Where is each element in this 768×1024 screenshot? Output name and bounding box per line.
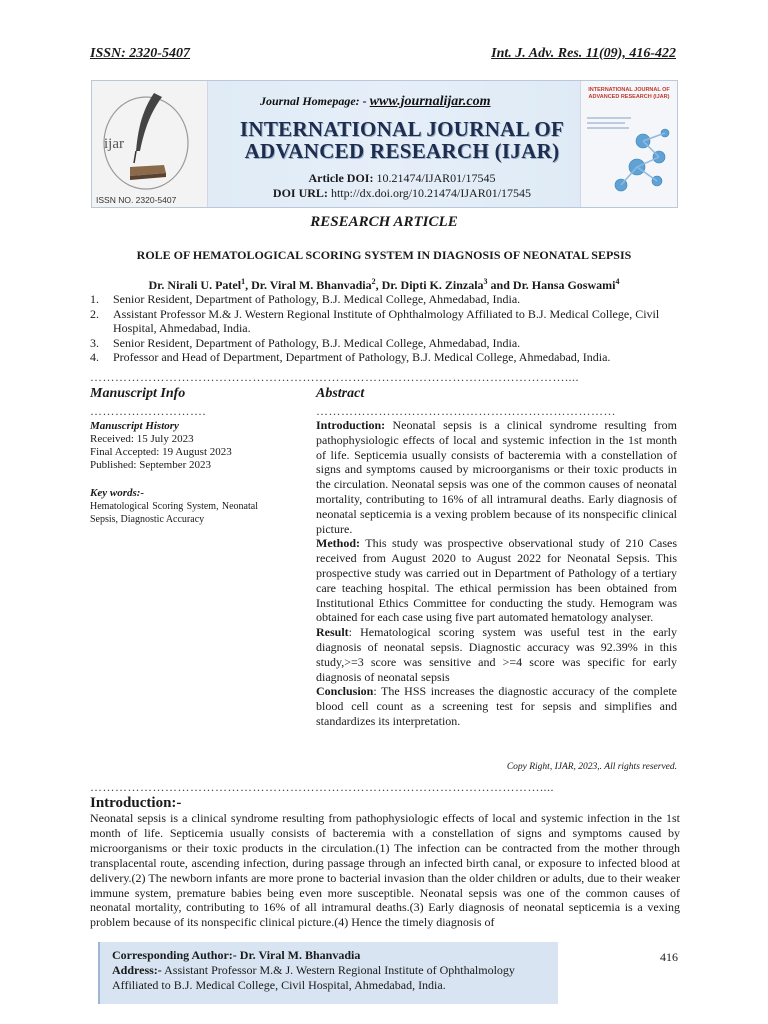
abstract-method: [316, 536, 677, 625]
abstract-result-label: Result: [316, 625, 349, 640]
abstract-method-text: This study was prospective observational study of 210 Cases received from August 2020 to August 2022 for Neonatal Sepsis. This prospective study was carried out in Department of Pathology of a tertiary care teaching hospital. The ethical permission has been obtained from Institutional Ethics Committee for conducting the study. Hemogram was obtained for each case using five part automated hematology analyser.: [316, 536, 677, 625]
quill-book-icon: [92, 81, 207, 207]
author-sup: 2: [371, 277, 376, 286]
author-name: Dr. Viral M. Bhanvadia: [251, 278, 372, 292]
copyright-notice: Copy Right, IJAR, 2023,. All rights reserved.: [506, 762, 677, 772]
journal-logo: [92, 81, 208, 207]
issn-header: ISSN: 2320-5407: [90, 46, 190, 61]
address-label: Address:-: [112, 963, 162, 977]
corresponding-author-box: [98, 942, 558, 1004]
corresponding-author-heading: Corresponding Author:- Dr. Viral M. Bhanvadia: [112, 948, 361, 962]
introduction-text: Neonatal sepsis is a clinical syndrome resulting from pathophysiologic effects of local and systemic infection in the 1st month of life. Septicemia usually consists of bacteremia with a constellation of signs and symptoms caused by microorganisms or their toxic products in the circulation.(1) The infection can be contracted from the mother through transplacental route, ascending infection, during passage through an infected birth canal, or exposure to infected blood at delivery.(2) The newborn infants are more prone to bacterial invasion than the older children or adults, due to their weaker immune system, premature babies being even more susceptible. Neonatal sepsis was one of the common causes of neonatal mortality, contributing to 16% of all intramural deaths.(3) Early diagnosis of neonatal septicemia is a vexing problem because of its nonspecific clinical picture.(4) Hence the timely diagnosis of: [90, 811, 680, 930]
affiliation-text: Senior Resident, Department of Pathology, B.J. Medical College, Ahmedabad, India.: [113, 335, 521, 350]
logo-issn: ISSN NO. 2320-5407: [96, 195, 177, 205]
molecule-icon: [581, 81, 677, 207]
abstract-heading: Abstract: [316, 386, 365, 401]
affiliation-item: [90, 292, 680, 307]
journal-title-line2: ADVANCED RESEARCH (IJAR): [244, 139, 560, 163]
author-sup: 4: [615, 277, 620, 286]
author-separator: and: [487, 278, 513, 292]
author-sup: 1: [241, 277, 246, 286]
manuscript-info-heading: Manuscript Info: [90, 386, 186, 401]
address-text: Assistant Professor M.& J. Western Regional Institute of Ophthalmology Affiliated to B.J. Medical College, Civil Hospital, Ahmedabad, India.: [112, 963, 515, 992]
abstract-method-label: Method:: [316, 536, 360, 551]
manuscript-history-heading: Manuscript History: [90, 420, 179, 432]
affiliation-number: 4.: [90, 350, 99, 364]
author-sup: 3: [483, 277, 488, 286]
author-name: Dr. Nirali U. Patel: [148, 278, 242, 292]
affiliation-text: Assistant Professor M.& J. Western Regional Institute of Ophthalmology Affiliated to B.J. Medical College, Civil Hospital, Ahmedabad, India.: [113, 306, 660, 335]
affiliation-item: [90, 307, 680, 336]
keywords-heading: Key words:-: [90, 487, 145, 499]
abstract-introduction: [316, 418, 677, 536]
author-name: Dr. Dipti K. Zinzala: [381, 278, 484, 292]
abstract-intro-text: Neonatal sepsis is a clinical syndrome resulting from pathophysiologic effects of local and systemic infection in the 1st month of life. Septicemia usually consists of bacteremia with a constellation of signs and symptoms caused by microorganisms or their toxic products in the circulation. Neonatal sepsis was one of the common causes of neonatal mortality, contributing to 16% of all intramural deaths. Early diagnosis of neonatal septicemia is a vexing problem because of its nonspecific clinical picture.: [316, 418, 677, 536]
journal-homepage: [260, 94, 491, 110]
introduction-heading: Introduction:-: [90, 795, 182, 811]
keywords-block: [90, 487, 258, 526]
citation-header: Int. J. Adv. Res. 11(09), 416-422: [491, 46, 676, 61]
abstract-intro-label: Introduction:: [316, 418, 386, 432]
author-separator: ,: [375, 278, 382, 292]
affiliation-number: 2.: [90, 306, 99, 321]
doi-url-label: DOI URL:: [272, 186, 328, 200]
abstract-body: [316, 418, 677, 729]
affiliation-text: Senior Resident, Department of Pathology, B.J. Medical College, Ahmedabad, India.: [113, 292, 521, 306]
doi-value: 10.21474/IJAR01/17545: [376, 171, 496, 185]
doi-url-link[interactable]: http://dx.doi.org/10.21474/IJAR01/17545: [330, 186, 532, 200]
keywords-text: Hematological Scoring System, Neonatal Sepsis, Diagnostic Accuracy: [90, 501, 258, 525]
abstract-divider: ………………………………………………………………: [316, 404, 616, 418]
manuscript-divider: ……………………….: [90, 404, 206, 418]
abstract-conclusion-text: : The HSS increases the diagnostic accuracy of the complete blood cell count as a screening test for sepsis and simplifies and standardizes its interpretation.: [316, 684, 677, 728]
homepage-label: Journal Homepage: -: [260, 94, 370, 108]
author-list: [0, 277, 768, 293]
abstract-conclusion-label: Conclusion: [316, 684, 374, 699]
section-divider: ……………………………………………………………………………………………………....: [90, 370, 579, 384]
affiliation-list: [90, 292, 680, 365]
section-divider-bottom: ………………………………………………………………………………………………....: [90, 780, 554, 794]
affiliation-number: 1.: [90, 292, 99, 306]
received-date: Received: 15 July 2023: [90, 433, 194, 445]
cover-title: INTERNATIONAL JOURNAL OF ADVANCED RESEARCH (IJAR): [588, 87, 670, 100]
homepage-link[interactable]: www.journalijar.com: [369, 94, 491, 109]
affiliation-item: [90, 336, 680, 351]
journal-banner: [91, 80, 678, 208]
journal-cover-thumbnail: [580, 81, 677, 207]
page-number: 416: [660, 950, 678, 964]
author-separator: ,: [245, 278, 252, 292]
accepted-date: Final Accepted: 19 August 2023: [90, 446, 232, 458]
journal-title: [222, 118, 582, 162]
doi-block: [222, 171, 582, 201]
logo-text: ijar: [104, 136, 124, 152]
affiliation-item: [90, 350, 680, 365]
manuscript-history: [90, 420, 265, 472]
paper-title: ROLE OF HEMATOLOGICAL SCORING SYSTEM IN DIAGNOSIS OF NEONATAL SEPSIS: [136, 248, 632, 262]
abstract-result-text: : Hematological scoring system was useful test in the early diagnosis of neonatal sepsis. Diagnostic accuracy was 92.39% in this study,>=3 score was sensitive and >=4 score was specific for early diagnosis of neonatal sepsis: [316, 625, 677, 684]
abstract-conclusion: [316, 684, 677, 728]
affiliation-text: Professor and Head of Department, Department of Pathology, B.J. Medical College, Ahmedabad, India.: [113, 350, 611, 364]
corresponding-address: [112, 963, 546, 993]
doi-label: Article DOI:: [308, 171, 374, 185]
journal-title-line1: INTERNATIONAL JOURNAL OF: [239, 117, 565, 141]
abstract-result: [316, 625, 677, 684]
article-type: RESEARCH ARTICLE: [310, 214, 458, 230]
affiliation-number: 3.: [90, 335, 99, 350]
published-date: Published: September 2023: [90, 459, 211, 471]
author-name: Dr. Hansa Goswami: [512, 278, 616, 292]
